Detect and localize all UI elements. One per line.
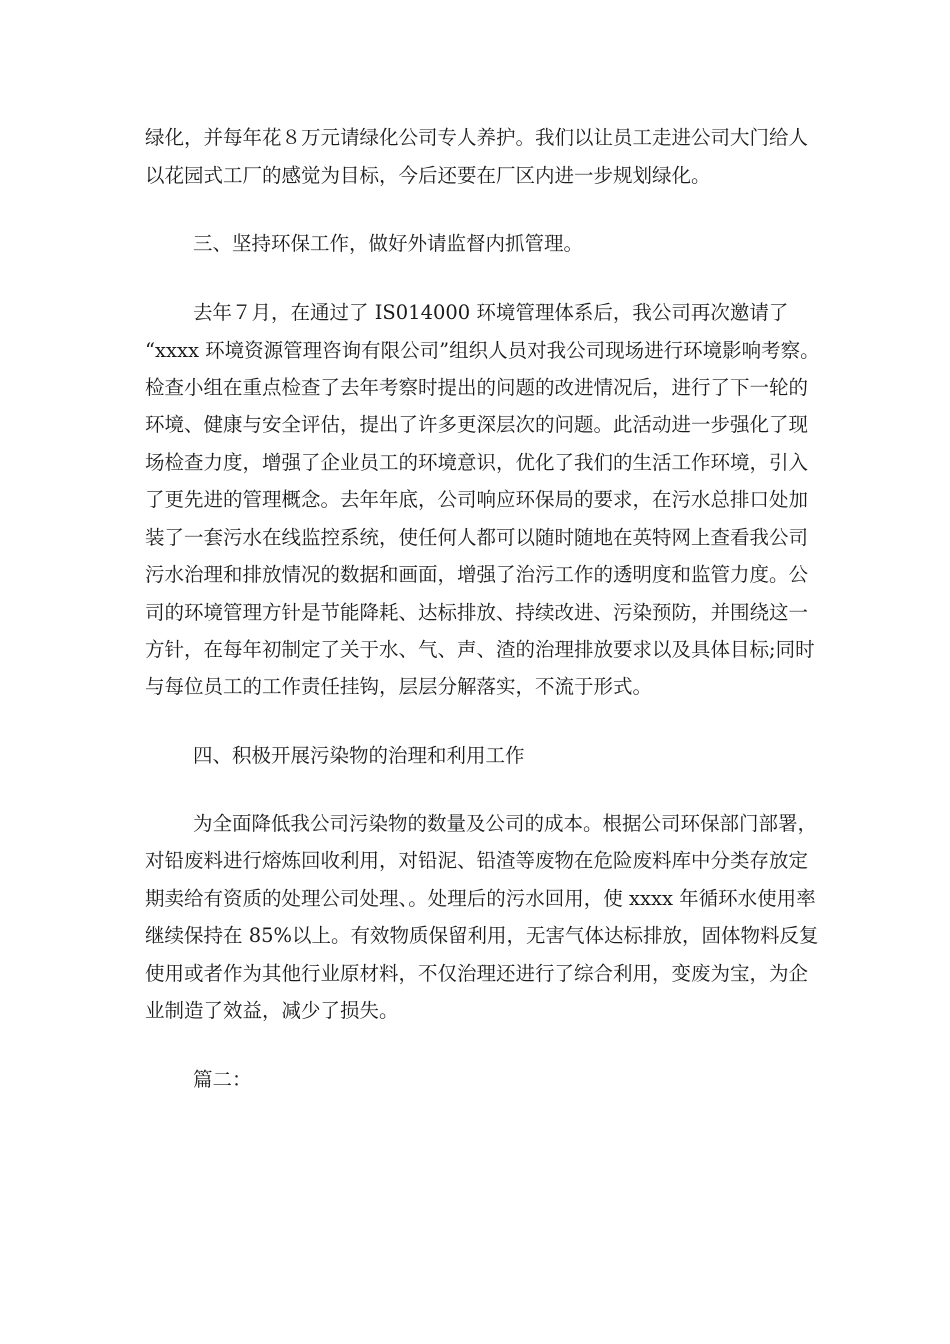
paragraph-line: 业制造了效益，减少了损失。 [145, 999, 399, 1022]
paragraph-line: 对铅废料进行熔炼回收利用，对铅泥、铅渣等废物在危险废料库中分类存放定 [145, 849, 809, 872]
paragraph-line: 绿化，并每年花８万元请绿化公司专人养护。我们以让员工走进公司大门给人 [145, 126, 809, 149]
paragraph-line: “xxxx 环境资源管理咨询有限公司”组织人员对我公司现场进行环境影响考察。 [145, 339, 820, 362]
paragraph-line: 方针，在每年初制定了关于水、气、声、渣的治理排放要求以及具体目标;同时 [145, 638, 815, 661]
paragraph-line: 期卖给有资质的处理公司处理、。处理后的污水回用，使 xxxx 年循环水使用率 [145, 887, 816, 910]
paragraph-line: 继续保持在 85%以上。有效物质保留利用，无害气体达标排放，固体物料反复 [145, 924, 819, 947]
paragraph-line: 场检查力度，增强了企业员工的环境意识，优化了我们的生活工作环境，引入 [145, 451, 809, 474]
paragraph-line: 以花园式工厂的感觉为目标，今后还要在厂区内进一步规划绿化。 [145, 164, 711, 187]
section-heading: 篇二： [193, 1068, 252, 1091]
paragraph-line: 司的环境管理方针是节能降耗、达标排放、持续改进、污染预防，并围绕这一 [145, 601, 809, 624]
paragraph-line: 污水治理和排放情况的数据和画面，增强了治污工作的透明度和监管力度。公 [145, 563, 809, 586]
section-heading: 三、坚持环保工作，做好外请监督内抓管理。 [193, 232, 584, 255]
paragraph-line: 环境、健康与安全评估，提出了许多更深层次的问题。此活动进一步强化了现 [145, 413, 809, 436]
paragraph-line: 为全面降低我公司污染物的数量及公司的成本。根据公司环保部门部署， [193, 812, 818, 835]
paragraph-line: 装了一套污水在线监控系统，使任何人都可以随时随地在英特网上查看我公司 [145, 526, 809, 549]
section-heading: 四、积极开展污染物的治理和利用工作 [193, 744, 525, 767]
paragraph-line: 去年７月，在通过了 IS014000 环境管理体系后，我公司再次邀请了 [193, 301, 789, 324]
paragraph-line: 了更先进的管理概念。去年年底，公司响应环保局的要求，在污水总排口处加 [145, 488, 809, 511]
paragraph-line: 使用或者作为其他行业原材料，不仅治理还进行了综合利用，变废为宝，为企 [145, 962, 809, 985]
paragraph-line: 与每位员工的工作责任挂钩，层层分解落实，不流于形式。 [145, 675, 653, 698]
paragraph-line: 检查小组在重点检查了去年考察时提出的问题的改进情况后，进行了下一轮的 [145, 376, 809, 399]
